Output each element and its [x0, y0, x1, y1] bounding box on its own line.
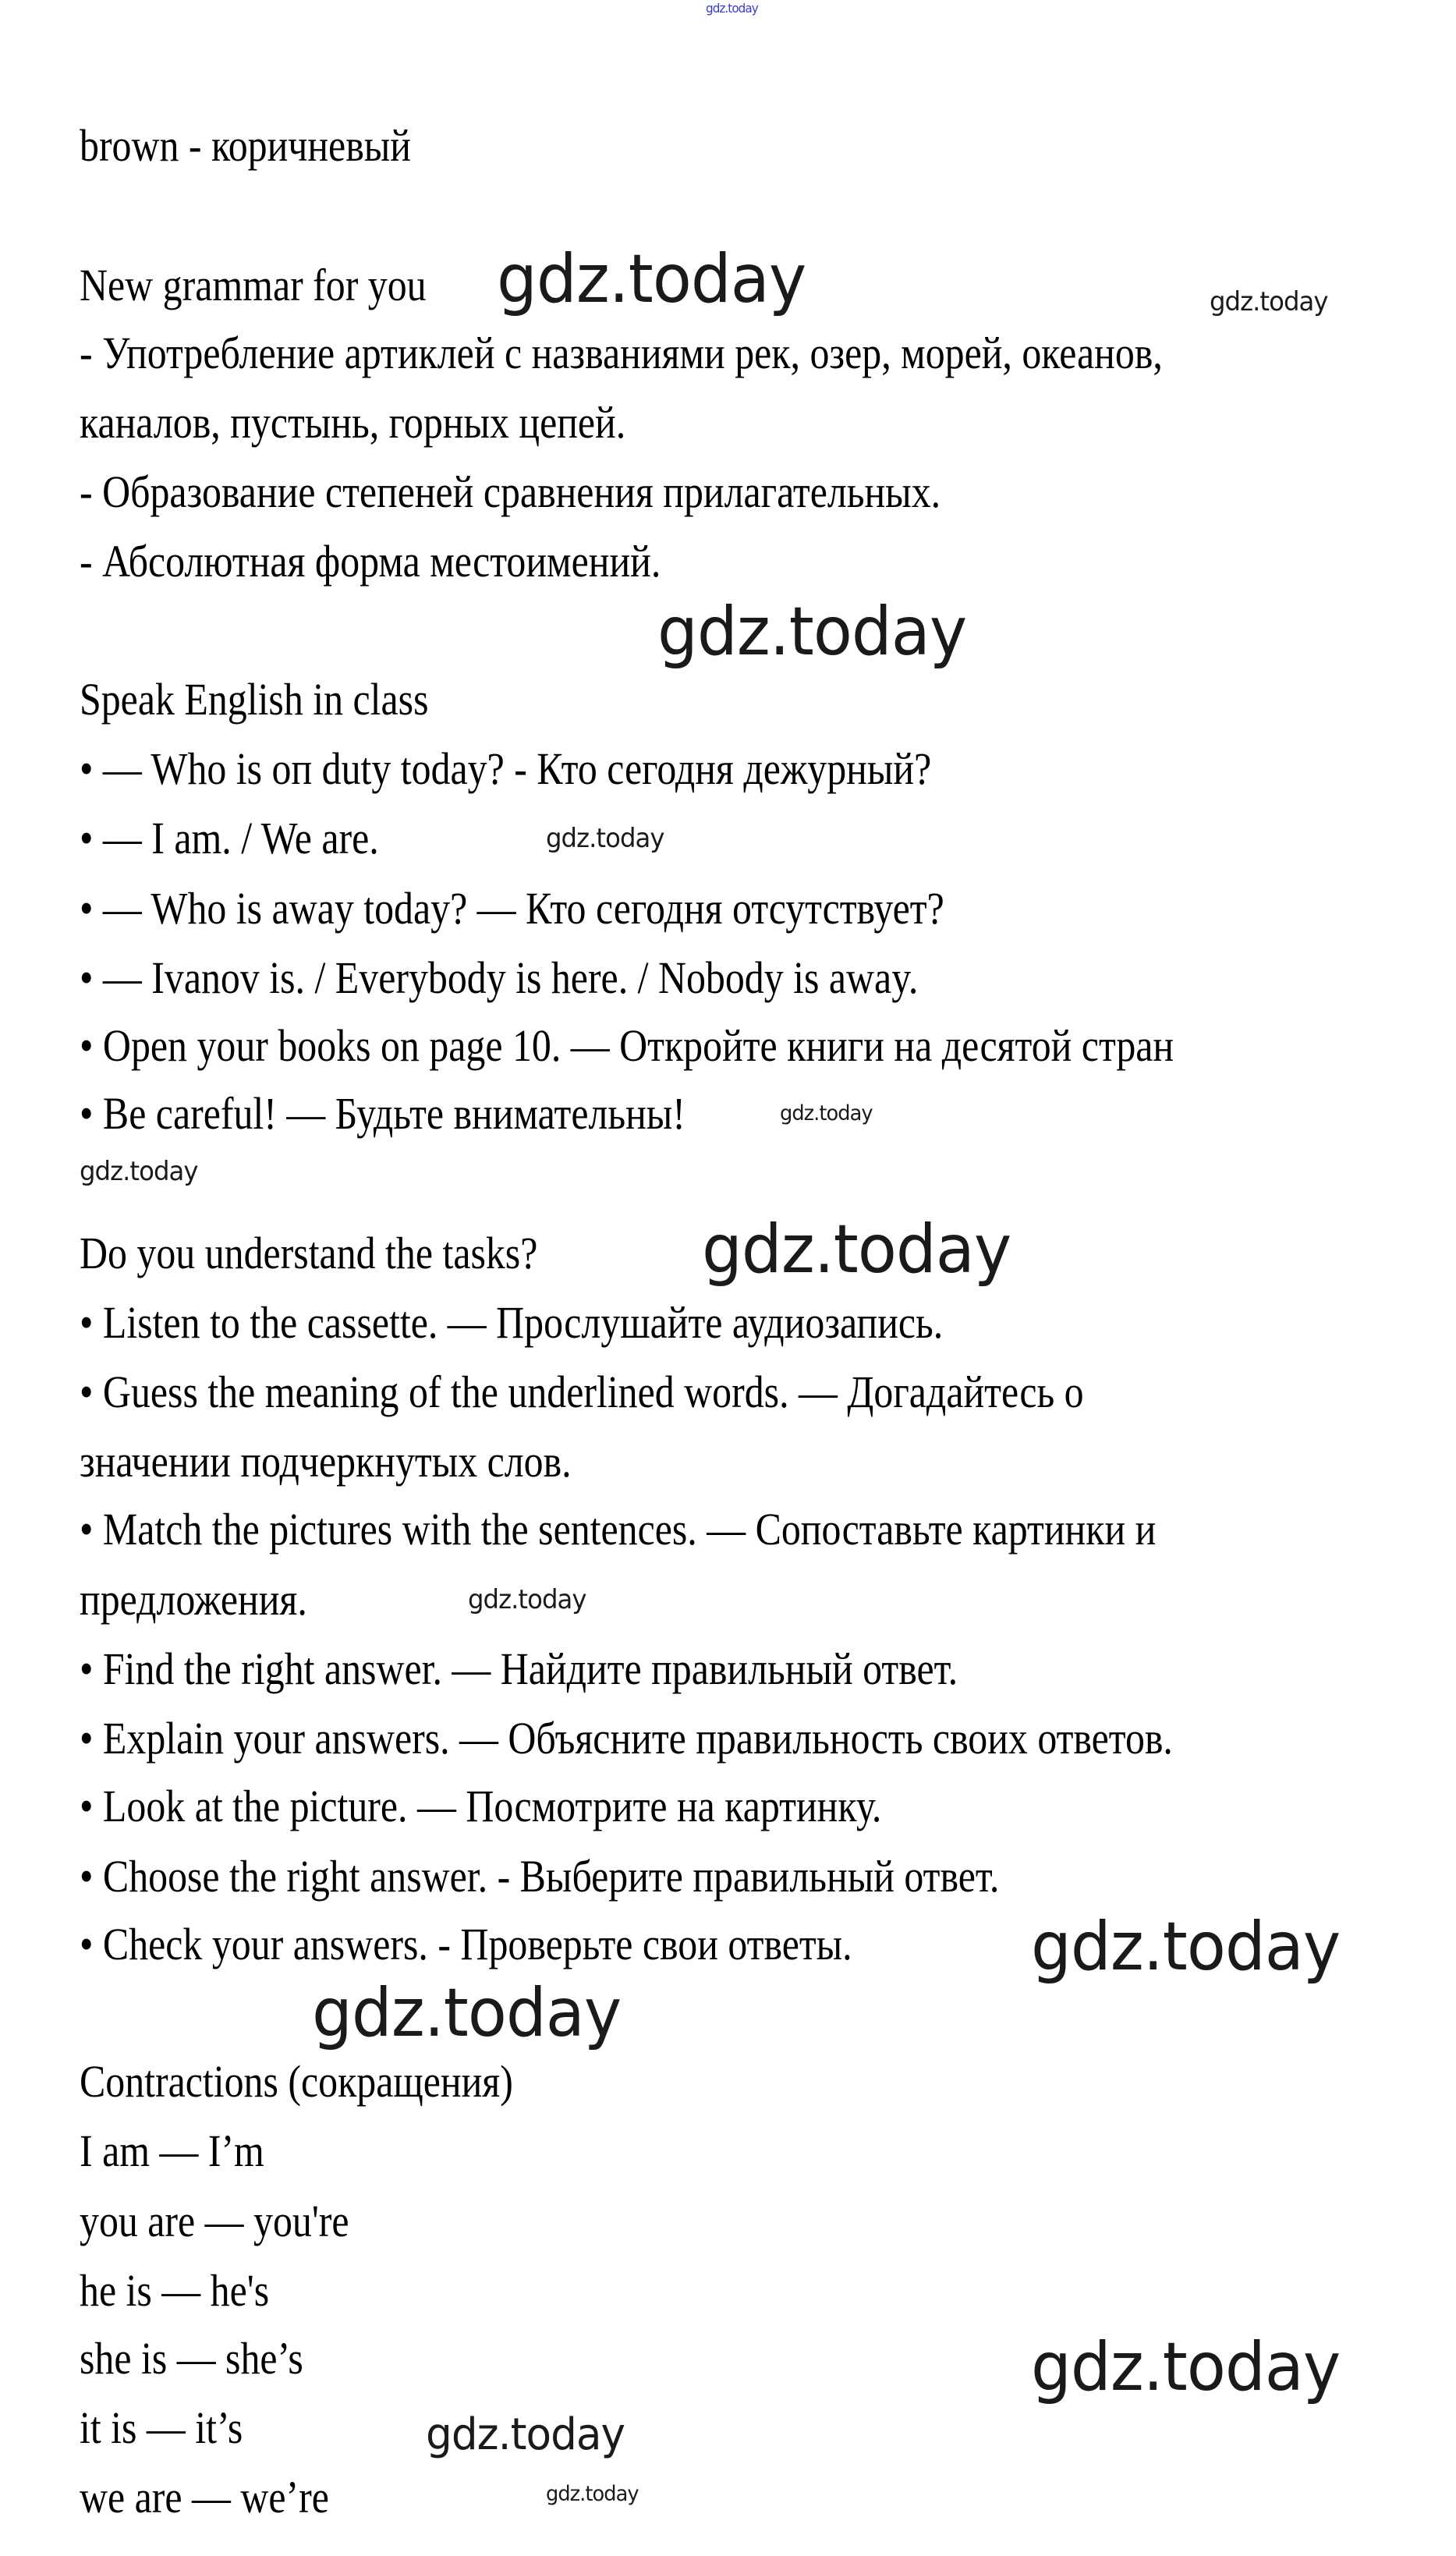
watermark: gdz.today [1031, 2328, 1341, 2406]
contraction-line: you are — you're [80, 2196, 349, 2246]
tasks-line: значении подчеркнутых слов. [80, 1436, 572, 1487]
watermark: gdz.today [468, 1584, 586, 1615]
speak-line: • — Ivanov is. / Everybody is here. / Nobody is away. [80, 952, 919, 1003]
tasks-line: • Listen to the cassette. — Прослушайте аудиозапись. [80, 1297, 944, 1348]
watermark: gdz.today [1031, 1908, 1341, 1986]
tasks-line: • Find the right answer. — Найдите правильный ответ. [80, 1643, 958, 1694]
watermark: gdz.today [1210, 286, 1328, 317]
grammar-line: - Абсолютная форма местоимений. [80, 536, 661, 587]
grammar-line: - Образование степеней сравнения прилагательных. [80, 466, 941, 517]
grammar-line: - Употребление артиклей с названиями рек, озер, морей, океанов, [80, 328, 1163, 378]
tasks-line: • Match the pictures with the sentences. — Сопоставьте картинки и [80, 1504, 1157, 1555]
contraction-line: I am — I’m [80, 2125, 264, 2176]
speak-title: Speak English in class [80, 674, 429, 725]
speak-line: • — Who is away today? — Кто сегодня отсутствует? [80, 883, 944, 934]
speak-line: • — Who is оп duty today? - Кто сегодня дежурный? [80, 743, 932, 794]
watermark: gdz.today [80, 1156, 198, 1187]
watermark: gdz.today [546, 2482, 639, 2506]
contractions-title: Contractions (сокращения) [80, 2056, 513, 2107]
tasks-line: • Choose the right answer. - Выберите правильный ответ. [80, 1851, 1000, 1902]
tasks-line: • Check your answers. - Проверьте свои ответы. [80, 1919, 852, 1969]
watermark-top: gdz.today [706, 1, 758, 16]
tasks-line: • Guess the meaning of the underlined words. — Догадайтесь о [80, 1367, 1084, 1417]
contraction-line: it is — it’s [80, 2402, 243, 2453]
watermark: gdz.today [780, 1101, 873, 1126]
watermark: gdz.today [426, 2409, 625, 2460]
tasks-line: • Look at the picture. — Посмотрите на картинку. [80, 1781, 882, 1831]
contraction-line: we are — we’re [80, 2472, 329, 2522]
grammar-title: New grammar for you [80, 260, 427, 310]
grammar-line: каналов, пустынь, горных цепей. [80, 397, 626, 448]
speak-line: • Be careful! — Будьте внимательны! [80, 1088, 685, 1139]
watermark: gdz.today [497, 240, 806, 318]
watermark: gdz.today [702, 1211, 1011, 1289]
speak-line: • — I am. / We are. [80, 813, 379, 863]
tasks-line: предложения. [80, 1574, 307, 1625]
tasks-title: Do you understand the tasks? [80, 1228, 538, 1278]
vocab-line: brown - коричневый [80, 120, 411, 171]
watermark: gdz.today [312, 1974, 622, 2052]
tasks-line: • Explain your answers. — Объясните правильность своих ответов. [80, 1713, 1173, 1764]
watermark: gdz.today [657, 593, 967, 671]
watermark: gdz.today [546, 823, 664, 854]
speak-line: • Open your books on page 10. — Откройте книги на десятой стран [80, 1020, 1174, 1071]
contraction-line: he is — he's [80, 2265, 270, 2316]
contraction-line: she is — she’s [80, 2333, 303, 2384]
